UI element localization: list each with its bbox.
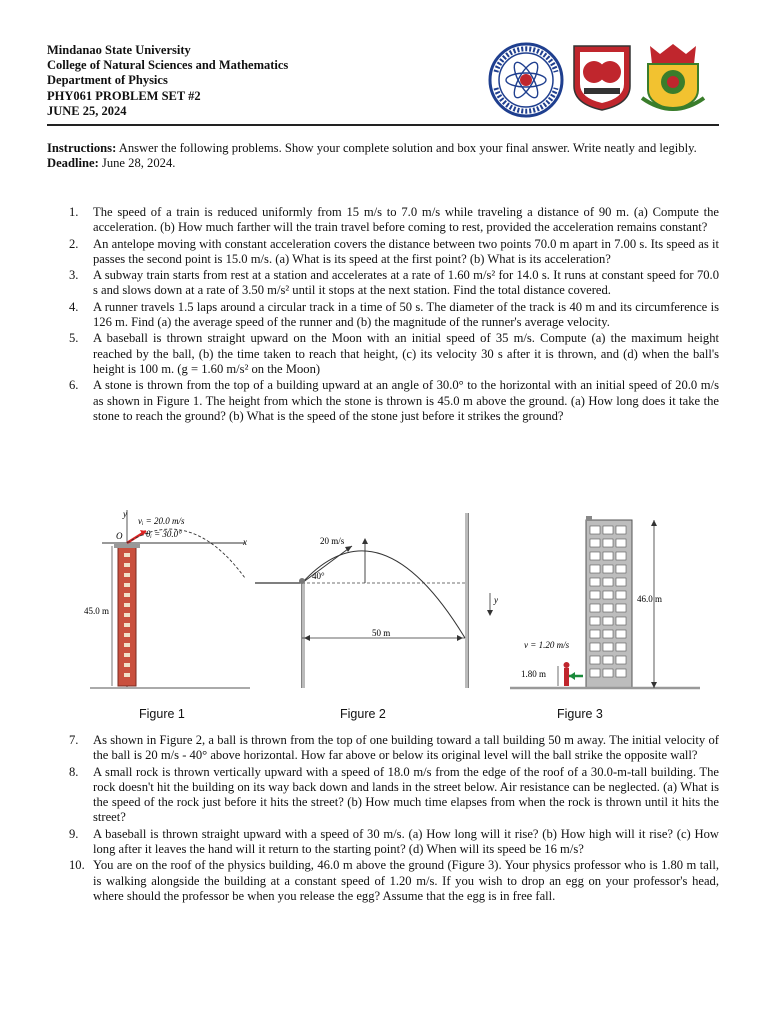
problem-number: 8. <box>69 764 79 779</box>
deadline-label: Deadline: <box>47 156 99 171</box>
fig2-y-axis-label: y <box>494 595 498 605</box>
header-divider <box>47 124 719 126</box>
instructions-body: Answer the following problems. Show your complete solution and box your final answer. Write neatly and legibly. <box>116 141 697 155</box>
fig2-angle-label: 40° <box>312 571 325 581</box>
college-name: College of Natural Sciences and Mathematics <box>47 58 289 73</box>
problem-item <box>47 300 719 331</box>
problem-number: 5. <box>69 331 79 346</box>
figure-1-caption: Figure 1 <box>139 707 185 721</box>
fig2-speed-label: 20 m/s <box>320 536 345 546</box>
problem-number: 10. <box>69 858 85 873</box>
problem-text: A stone is thrown from the top of a building upward at an angle of 30.0° to the horizontal with an initial speed of 20.0 m/s as shown in Figure 1. The height from which the stone is thrown is 45.0 m above the ground. (a) How long does it take the stone to reach the ground? (b) What is the speed of the stone just before it strikes the ground? <box>93 378 719 423</box>
problem-list-part-1 <box>47 205 719 425</box>
problem-item <box>47 858 719 904</box>
university-name: Mindanao State University <box>47 43 191 57</box>
problem-number: 4. <box>69 299 79 314</box>
fig1-height-label: 45.0 m <box>84 606 110 616</box>
college-seal-icon <box>570 42 634 112</box>
figures-area <box>80 508 700 698</box>
problem-list-part-2 <box>47 733 719 905</box>
figure-1-diagram <box>84 509 250 688</box>
problem-text: The speed of a train is reduced uniformly from 15 m/s to 7.0 m/s while traveling a distance of 90 m. (a) Compute the acceleration. (b) How much farther will the train travel before coming to rest, provided the acceleration remains constant? <box>93 205 719 235</box>
problem-text: A small rock is thrown vertically upward with a speed of 18.0 m/s from the edge of the roof of a 30.0-m-tall building. The rock doesn't hit the building on its way back down and lands in the street below. Air resistance can be neglected. (a) What is the speed of the rock just before it hits the street? (b) How much time elapses from when the rock is thrown until it hits the street? <box>93 764 719 825</box>
problem-text: A runner travels 1.5 laps around a circular track in a time of 50 s. The diameter of the track is 40 m and its circumference is 126 m. Find (a) the average speed of the runner and (b) the magnitude of the runner's average velocity. <box>93 299 719 330</box>
department-name: Department of Physics <box>47 73 168 88</box>
problem-number: 3. <box>69 268 79 283</box>
fig2-distance-label: 50 m <box>372 628 391 638</box>
problem-number: 1. <box>69 205 79 219</box>
document-date: JUNE 25, 2024 <box>47 103 127 118</box>
problem-item <box>47 268 719 299</box>
fig1-x-axis-label: x <box>243 537 247 547</box>
problem-text: A subway train starts from rest at a station and accelerates at a rate of 1.60 m/s² for 14.0 s. It runs at constant speed for 70.0 s and slows down at a rate of 3.50 m/s² until it stops at the next station. Find the total distance covered. <box>93 268 719 298</box>
fig1-origin-label: O <box>116 531 123 541</box>
problem-text: You are on the roof of the physics building, 46.0 m above the ground (Figure 3). Your physics professor who is 1.80 m tall, is walking alongside the building at a constant speed of 1.20 m/s. If you wish to drop an egg on your professor's head, where should the professor be when you release the egg? Assume that the egg is in free fall. <box>93 858 719 903</box>
deadline-text <box>47 156 719 171</box>
fig1-theta-label: θᵢ = 30.0° <box>146 529 182 539</box>
problem-item <box>47 765 719 826</box>
figure-2-caption: Figure 2 <box>340 707 386 721</box>
problem-number: 2. <box>69 236 79 251</box>
problem-text: A baseball is thrown straight upward on the Moon with an initial speed of 35 m/s. Compute (a) the maximum height reached by the ball, (b) the time taken to reach that height, (c) its velocity 30 s after it is thrown, and (d) when the ball's height is 100 m. (g = 1.60 m/s² on the Moon) <box>93 331 719 376</box>
instructions-label: Instructions: <box>47 141 117 155</box>
fig3-speed-label: v = 1.20 m/s <box>524 640 570 650</box>
deadline-value: June 28, 2024. <box>98 156 176 171</box>
physics-department-seal-icon <box>488 42 564 118</box>
figure-2-diagram <box>255 513 498 688</box>
instructions-text <box>47 141 719 156</box>
figure-3-diagram <box>510 516 700 688</box>
figure-3-caption: Figure 3 <box>557 707 603 721</box>
problem-text: As shown in Figure 2, a ball is thrown from the top of one building toward a tall building 50 m away. The initial velocity of the ball is 20 m/s - 40° above horizontal. How far above or below its original level will the ball strike the opposite wall? <box>93 733 719 763</box>
problem-item <box>47 237 719 268</box>
instructions-block <box>47 141 719 171</box>
problem-item <box>47 827 719 858</box>
fig1-y-axis-label: y <box>123 509 127 519</box>
university-seal-icon <box>640 40 706 114</box>
problem-text: An antelope moving with constant acceleration covers the distance between two points 70.0 m apart in 7.00 s. Its speed as it passes the second point is 15.0 m/s. (a) What is its speed at the first point? (b) What is its acceleration? <box>93 236 719 266</box>
problem-set-title: PHY061 PROBLEM SET #2 <box>47 88 201 103</box>
problem-item <box>47 205 719 236</box>
problem-text: A baseball is thrown straight upward with a speed of 30 m/s. (a) How long will it rise? (b) How high will it rise? (c) How long after it leaves the hand will it return to the starting point? (d) When will its speed be 16 m/s? <box>93 826 719 857</box>
problem-item <box>47 733 719 764</box>
problem-item <box>47 331 719 377</box>
problem-number: 9. <box>69 826 79 841</box>
problem-number: 6. <box>69 378 79 393</box>
fig1-v-label: vᵢ = 20.0 m/s <box>138 516 185 526</box>
problem-number: 7. <box>69 733 79 747</box>
fig3-height-label: 46.0 m <box>637 594 663 604</box>
problem-item <box>47 378 719 424</box>
document-header <box>47 43 288 119</box>
fig3-person-label: 1.80 m <box>521 669 547 679</box>
